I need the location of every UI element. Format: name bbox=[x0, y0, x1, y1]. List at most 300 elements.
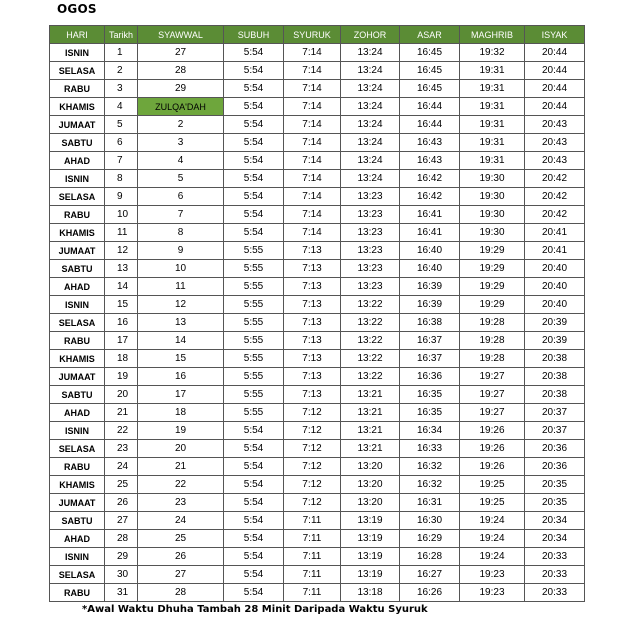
table-row bbox=[50, 494, 585, 512]
table-row bbox=[50, 314, 585, 332]
cell-day: RABU bbox=[50, 584, 105, 602]
table-row bbox=[50, 422, 585, 440]
cell-zohor: 13:23 bbox=[341, 260, 400, 278]
table-row bbox=[50, 404, 585, 422]
table-row bbox=[50, 224, 585, 242]
cell-syuruk: 7:14 bbox=[284, 188, 341, 206]
cell-asar: 16:38 bbox=[400, 314, 460, 332]
cell-date: 21 bbox=[105, 404, 138, 422]
cell-syawwal: 8 bbox=[138, 224, 224, 242]
cell-maghrib: 19:23 bbox=[460, 584, 525, 602]
cell-date: 1 bbox=[105, 44, 138, 62]
cell-day: AHAD bbox=[50, 278, 105, 296]
cell-syuruk: 7:13 bbox=[284, 350, 341, 368]
column-header-subuh: SUBUH bbox=[224, 26, 284, 44]
cell-isyak: 20:33 bbox=[525, 584, 585, 602]
cell-subuh: 5:54 bbox=[224, 206, 284, 224]
cell-date: 8 bbox=[105, 170, 138, 188]
cell-zohor: 13:22 bbox=[341, 368, 400, 386]
cell-maghrib: 19:31 bbox=[460, 134, 525, 152]
cell-maghrib: 19:31 bbox=[460, 62, 525, 80]
cell-asar: 16:37 bbox=[400, 332, 460, 350]
table-row bbox=[50, 260, 585, 278]
table-row bbox=[50, 386, 585, 404]
cell-isyak: 20:37 bbox=[525, 422, 585, 440]
cell-syuruk: 7:13 bbox=[284, 368, 341, 386]
cell-asar: 16:43 bbox=[400, 152, 460, 170]
cell-maghrib: 19:31 bbox=[460, 116, 525, 134]
cell-date: 9 bbox=[105, 188, 138, 206]
table-row bbox=[50, 80, 585, 98]
table-row bbox=[50, 296, 585, 314]
cell-isyak: 20:36 bbox=[525, 440, 585, 458]
cell-isyak: 20:44 bbox=[525, 62, 585, 80]
cell-zohor: 13:21 bbox=[341, 386, 400, 404]
cell-syuruk: 7:14 bbox=[284, 80, 341, 98]
table-row bbox=[50, 368, 585, 386]
cell-subuh: 5:54 bbox=[224, 584, 284, 602]
cell-syuruk: 7:14 bbox=[284, 116, 341, 134]
cell-syawwal: 16 bbox=[138, 368, 224, 386]
cell-isyak: 20:43 bbox=[525, 116, 585, 134]
cell-syuruk: 7:11 bbox=[284, 566, 341, 584]
cell-date: 23 bbox=[105, 440, 138, 458]
cell-syawwal: 24 bbox=[138, 512, 224, 530]
cell-maghrib: 19:30 bbox=[460, 224, 525, 242]
cell-subuh: 5:54 bbox=[224, 98, 284, 116]
cell-syuruk: 7:14 bbox=[284, 134, 341, 152]
cell-zohor: 13:21 bbox=[341, 404, 400, 422]
table-row bbox=[50, 242, 585, 260]
cell-date: 2 bbox=[105, 62, 138, 80]
cell-date: 4 bbox=[105, 98, 138, 116]
cell-maghrib: 19:30 bbox=[460, 188, 525, 206]
cell-syawwal: 6 bbox=[138, 188, 224, 206]
table-row bbox=[50, 530, 585, 548]
cell-day: SELASA bbox=[50, 62, 105, 80]
cell-asar: 16:42 bbox=[400, 188, 460, 206]
cell-day: RABU bbox=[50, 206, 105, 224]
cell-date: 17 bbox=[105, 332, 138, 350]
cell-isyak: 20:38 bbox=[525, 368, 585, 386]
table-header-row bbox=[50, 26, 585, 44]
cell-subuh: 5:54 bbox=[224, 512, 284, 530]
cell-syuruk: 7:13 bbox=[284, 314, 341, 332]
cell-date: 22 bbox=[105, 422, 138, 440]
cell-maghrib: 19:23 bbox=[460, 566, 525, 584]
cell-day: SABTU bbox=[50, 386, 105, 404]
cell-syawwal: 12 bbox=[138, 296, 224, 314]
cell-syawwal: 9 bbox=[138, 242, 224, 260]
cell-zohor: 13:23 bbox=[341, 242, 400, 260]
cell-zohor: 13:24 bbox=[341, 170, 400, 188]
column-header-syawwal: SYAWWAL bbox=[138, 26, 224, 44]
cell-zohor: 13:23 bbox=[341, 224, 400, 242]
cell-syuruk: 7:12 bbox=[284, 422, 341, 440]
cell-asar: 16:37 bbox=[400, 350, 460, 368]
cell-subuh: 5:55 bbox=[224, 314, 284, 332]
cell-isyak: 20:37 bbox=[525, 404, 585, 422]
cell-syuruk: 7:14 bbox=[284, 44, 341, 62]
cell-isyak: 20:33 bbox=[525, 548, 585, 566]
cell-syuruk: 7:13 bbox=[284, 260, 341, 278]
cell-isyak: 20:43 bbox=[525, 134, 585, 152]
cell-syawwal: 19 bbox=[138, 422, 224, 440]
cell-asar: 16:41 bbox=[400, 224, 460, 242]
cell-syawwal: 11 bbox=[138, 278, 224, 296]
cell-date: 15 bbox=[105, 296, 138, 314]
cell-zohor: 13:20 bbox=[341, 476, 400, 494]
cell-date: 14 bbox=[105, 278, 138, 296]
cell-asar: 16:29 bbox=[400, 530, 460, 548]
cell-date: 25 bbox=[105, 476, 138, 494]
cell-syawwal: 17 bbox=[138, 386, 224, 404]
cell-subuh: 5:55 bbox=[224, 332, 284, 350]
cell-asar: 16:44 bbox=[400, 116, 460, 134]
cell-maghrib: 19:24 bbox=[460, 548, 525, 566]
cell-isyak: 20:34 bbox=[525, 512, 585, 530]
cell-day: KHAMIS bbox=[50, 476, 105, 494]
cell-asar: 16:40 bbox=[400, 260, 460, 278]
cell-maghrib: 19:26 bbox=[460, 458, 525, 476]
cell-syuruk: 7:11 bbox=[284, 548, 341, 566]
cell-date: 26 bbox=[105, 494, 138, 512]
cell-day: RABU bbox=[50, 80, 105, 98]
table-row bbox=[50, 584, 585, 602]
cell-maghrib: 19:28 bbox=[460, 350, 525, 368]
cell-zohor: 13:19 bbox=[341, 548, 400, 566]
cell-asar: 16:36 bbox=[400, 368, 460, 386]
cell-zohor: 13:21 bbox=[341, 422, 400, 440]
table-row bbox=[50, 548, 585, 566]
cell-syuruk: 7:13 bbox=[284, 386, 341, 404]
column-header-zohor: ZOHOR bbox=[341, 26, 400, 44]
cell-isyak: 20:41 bbox=[525, 224, 585, 242]
cell-subuh: 5:54 bbox=[224, 494, 284, 512]
cell-syuruk: 7:12 bbox=[284, 494, 341, 512]
cell-syawwal: 18 bbox=[138, 404, 224, 422]
cell-day: SABTU bbox=[50, 134, 105, 152]
table-row bbox=[50, 188, 585, 206]
cell-isyak: 20:35 bbox=[525, 476, 585, 494]
column-header-date: Tarikh bbox=[105, 26, 138, 44]
cell-isyak: 20:40 bbox=[525, 260, 585, 278]
cell-asar: 16:32 bbox=[400, 458, 460, 476]
table-row bbox=[50, 332, 585, 350]
cell-day: KHAMIS bbox=[50, 224, 105, 242]
cell-date: 28 bbox=[105, 530, 138, 548]
table-row bbox=[50, 170, 585, 188]
cell-isyak: 20:44 bbox=[525, 98, 585, 116]
cell-asar: 16:32 bbox=[400, 476, 460, 494]
cell-date: 16 bbox=[105, 314, 138, 332]
table-row bbox=[50, 440, 585, 458]
cell-subuh: 5:55 bbox=[224, 350, 284, 368]
table-row bbox=[50, 98, 585, 116]
cell-day: KHAMIS bbox=[50, 98, 105, 116]
cell-asar: 16:34 bbox=[400, 422, 460, 440]
cell-date: 5 bbox=[105, 116, 138, 134]
cell-date: 24 bbox=[105, 458, 138, 476]
cell-syuruk: 7:13 bbox=[284, 296, 341, 314]
cell-subuh: 5:54 bbox=[224, 476, 284, 494]
cell-maghrib: 19:31 bbox=[460, 98, 525, 116]
table-row bbox=[50, 62, 585, 80]
cell-asar: 16:40 bbox=[400, 242, 460, 260]
cell-isyak: 20:40 bbox=[525, 278, 585, 296]
cell-date: 11 bbox=[105, 224, 138, 242]
cell-syawwal: 21 bbox=[138, 458, 224, 476]
cell-syawwal: 14 bbox=[138, 332, 224, 350]
cell-asar: 16:31 bbox=[400, 494, 460, 512]
cell-subuh: 5:54 bbox=[224, 440, 284, 458]
table-body bbox=[50, 44, 585, 602]
cell-asar: 16:45 bbox=[400, 80, 460, 98]
cell-syuruk: 7:13 bbox=[284, 332, 341, 350]
column-header-asar: ASAR bbox=[400, 26, 460, 44]
cell-syawwal: 7 bbox=[138, 206, 224, 224]
cell-subuh: 5:54 bbox=[224, 188, 284, 206]
cell-zohor: 13:24 bbox=[341, 80, 400, 98]
cell-subuh: 5:54 bbox=[224, 170, 284, 188]
month-change-marker: ZULQA'DAH bbox=[138, 98, 224, 116]
cell-day: ISNIN bbox=[50, 548, 105, 566]
cell-asar: 16:26 bbox=[400, 584, 460, 602]
cell-day: JUMAAT bbox=[50, 494, 105, 512]
column-header-isyak: ISYAK bbox=[525, 26, 585, 44]
prayer-times-table bbox=[49, 25, 585, 602]
cell-day: ISNIN bbox=[50, 170, 105, 188]
cell-asar: 16:43 bbox=[400, 134, 460, 152]
table-row bbox=[50, 116, 585, 134]
cell-asar: 16:27 bbox=[400, 566, 460, 584]
cell-asar: 16:33 bbox=[400, 440, 460, 458]
table-row bbox=[50, 134, 585, 152]
cell-subuh: 5:54 bbox=[224, 530, 284, 548]
cell-maghrib: 19:26 bbox=[460, 422, 525, 440]
cell-maghrib: 19:29 bbox=[460, 260, 525, 278]
cell-day: SELASA bbox=[50, 188, 105, 206]
cell-date: 10 bbox=[105, 206, 138, 224]
cell-day: RABU bbox=[50, 458, 105, 476]
cell-maghrib: 19:31 bbox=[460, 152, 525, 170]
cell-syuruk: 7:14 bbox=[284, 98, 341, 116]
cell-syuruk: 7:14 bbox=[284, 206, 341, 224]
cell-day: KHAMIS bbox=[50, 350, 105, 368]
cell-asar: 16:45 bbox=[400, 62, 460, 80]
cell-date: 20 bbox=[105, 386, 138, 404]
table-row bbox=[50, 458, 585, 476]
cell-subuh: 5:55 bbox=[224, 368, 284, 386]
cell-zohor: 13:19 bbox=[341, 512, 400, 530]
cell-maghrib: 19:24 bbox=[460, 512, 525, 530]
cell-date: 19 bbox=[105, 368, 138, 386]
cell-zohor: 13:23 bbox=[341, 278, 400, 296]
cell-day: SABTU bbox=[50, 512, 105, 530]
cell-maghrib: 19:32 bbox=[460, 44, 525, 62]
cell-subuh: 5:54 bbox=[224, 458, 284, 476]
cell-day: SELASA bbox=[50, 566, 105, 584]
column-header-day: HARI bbox=[50, 26, 105, 44]
cell-syawwal: 22 bbox=[138, 476, 224, 494]
cell-isyak: 20:38 bbox=[525, 350, 585, 368]
cell-isyak: 20:33 bbox=[525, 566, 585, 584]
cell-zohor: 13:22 bbox=[341, 314, 400, 332]
footer-note: *Awal Waktu Dhuha Tambah 28 Minit Daripada Waktu Syuruk bbox=[82, 604, 428, 615]
cell-isyak: 20:35 bbox=[525, 494, 585, 512]
cell-asar: 16:30 bbox=[400, 512, 460, 530]
cell-zohor: 13:20 bbox=[341, 494, 400, 512]
cell-syuruk: 7:14 bbox=[284, 62, 341, 80]
cell-subuh: 5:55 bbox=[224, 296, 284, 314]
cell-day: RABU bbox=[50, 332, 105, 350]
cell-date: 13 bbox=[105, 260, 138, 278]
table-row bbox=[50, 512, 585, 530]
cell-zohor: 13:24 bbox=[341, 62, 400, 80]
cell-zohor: 13:21 bbox=[341, 440, 400, 458]
table-row bbox=[50, 152, 585, 170]
cell-zohor: 13:20 bbox=[341, 458, 400, 476]
cell-day: SELASA bbox=[50, 440, 105, 458]
cell-day: JUMAAT bbox=[50, 116, 105, 134]
cell-subuh: 5:54 bbox=[224, 422, 284, 440]
cell-asar: 16:35 bbox=[400, 404, 460, 422]
cell-zohor: 13:24 bbox=[341, 134, 400, 152]
cell-day: ISNIN bbox=[50, 44, 105, 62]
cell-subuh: 5:54 bbox=[224, 134, 284, 152]
cell-zohor: 13:24 bbox=[341, 116, 400, 134]
cell-syawwal: 20 bbox=[138, 440, 224, 458]
cell-zohor: 13:23 bbox=[341, 206, 400, 224]
column-header-maghrib: MAGHRIB bbox=[460, 26, 525, 44]
cell-subuh: 5:55 bbox=[224, 260, 284, 278]
cell-asar: 16:28 bbox=[400, 548, 460, 566]
cell-day: JUMAAT bbox=[50, 242, 105, 260]
cell-isyak: 20:43 bbox=[525, 152, 585, 170]
cell-isyak: 20:42 bbox=[525, 188, 585, 206]
cell-day: ISNIN bbox=[50, 422, 105, 440]
table-row bbox=[50, 350, 585, 368]
cell-asar: 16:41 bbox=[400, 206, 460, 224]
cell-day: JUMAAT bbox=[50, 368, 105, 386]
cell-subuh: 5:54 bbox=[224, 116, 284, 134]
cell-isyak: 20:44 bbox=[525, 80, 585, 98]
cell-zohor: 13:19 bbox=[341, 530, 400, 548]
cell-syuruk: 7:12 bbox=[284, 476, 341, 494]
cell-asar: 16:35 bbox=[400, 386, 460, 404]
cell-date: 7 bbox=[105, 152, 138, 170]
cell-syuruk: 7:14 bbox=[284, 224, 341, 242]
cell-date: 27 bbox=[105, 512, 138, 530]
cell-syawwal: 13 bbox=[138, 314, 224, 332]
cell-asar: 16:39 bbox=[400, 278, 460, 296]
cell-isyak: 20:38 bbox=[525, 386, 585, 404]
cell-syawwal: 23 bbox=[138, 494, 224, 512]
cell-syuruk: 7:12 bbox=[284, 404, 341, 422]
cell-asar: 16:44 bbox=[400, 98, 460, 116]
cell-maghrib: 19:30 bbox=[460, 170, 525, 188]
cell-zohor: 13:22 bbox=[341, 296, 400, 314]
cell-subuh: 5:54 bbox=[224, 152, 284, 170]
cell-maghrib: 19:28 bbox=[460, 314, 525, 332]
cell-isyak: 20:44 bbox=[525, 44, 585, 62]
cell-syuruk: 7:11 bbox=[284, 584, 341, 602]
cell-day: AHAD bbox=[50, 530, 105, 548]
cell-maghrib: 19:28 bbox=[460, 332, 525, 350]
cell-isyak: 20:42 bbox=[525, 206, 585, 224]
cell-day: AHAD bbox=[50, 152, 105, 170]
cell-date: 30 bbox=[105, 566, 138, 584]
cell-syuruk: 7:13 bbox=[284, 278, 341, 296]
cell-syawwal: 4 bbox=[138, 152, 224, 170]
cell-syuruk: 7:12 bbox=[284, 440, 341, 458]
table-row bbox=[50, 278, 585, 296]
cell-zohor: 13:18 bbox=[341, 584, 400, 602]
cell-date: 12 bbox=[105, 242, 138, 260]
cell-day: ISNIN bbox=[50, 296, 105, 314]
cell-syuruk: 7:14 bbox=[284, 170, 341, 188]
cell-syuruk: 7:11 bbox=[284, 530, 341, 548]
cell-maghrib: 19:27 bbox=[460, 404, 525, 422]
cell-asar: 16:39 bbox=[400, 296, 460, 314]
cell-syawwal: 28 bbox=[138, 62, 224, 80]
cell-syawwal: 28 bbox=[138, 584, 224, 602]
cell-syuruk: 7:13 bbox=[284, 242, 341, 260]
cell-subuh: 5:55 bbox=[224, 242, 284, 260]
cell-subuh: 5:54 bbox=[224, 224, 284, 242]
cell-date: 18 bbox=[105, 350, 138, 368]
cell-day: SABTU bbox=[50, 260, 105, 278]
cell-maghrib: 19:27 bbox=[460, 368, 525, 386]
cell-zohor: 13:19 bbox=[341, 566, 400, 584]
cell-maghrib: 19:31 bbox=[460, 80, 525, 98]
cell-subuh: 5:55 bbox=[224, 404, 284, 422]
table-row bbox=[50, 206, 585, 224]
cell-syawwal: 2 bbox=[138, 116, 224, 134]
cell-maghrib: 19:25 bbox=[460, 494, 525, 512]
cell-syuruk: 7:11 bbox=[284, 512, 341, 530]
cell-isyak: 20:39 bbox=[525, 332, 585, 350]
cell-maghrib: 19:24 bbox=[460, 530, 525, 548]
cell-syuruk: 7:12 bbox=[284, 458, 341, 476]
cell-maghrib: 19:27 bbox=[460, 386, 525, 404]
cell-maghrib: 19:29 bbox=[460, 242, 525, 260]
month-title: OGOS bbox=[57, 2, 97, 16]
cell-subuh: 5:55 bbox=[224, 386, 284, 404]
cell-subuh: 5:54 bbox=[224, 548, 284, 566]
cell-isyak: 20:40 bbox=[525, 296, 585, 314]
cell-subuh: 5:54 bbox=[224, 44, 284, 62]
cell-isyak: 20:39 bbox=[525, 314, 585, 332]
cell-maghrib: 19:26 bbox=[460, 440, 525, 458]
cell-syawwal: 29 bbox=[138, 80, 224, 98]
cell-subuh: 5:54 bbox=[224, 62, 284, 80]
cell-zohor: 13:23 bbox=[341, 188, 400, 206]
cell-isyak: 20:42 bbox=[525, 170, 585, 188]
cell-asar: 16:42 bbox=[400, 170, 460, 188]
cell-subuh: 5:54 bbox=[224, 566, 284, 584]
table-row bbox=[50, 44, 585, 62]
cell-isyak: 20:36 bbox=[525, 458, 585, 476]
cell-zohor: 13:22 bbox=[341, 350, 400, 368]
cell-date: 3 bbox=[105, 80, 138, 98]
cell-syawwal: 27 bbox=[138, 44, 224, 62]
cell-zohor: 13:24 bbox=[341, 44, 400, 62]
cell-syawwal: 15 bbox=[138, 350, 224, 368]
cell-syawwal: 10 bbox=[138, 260, 224, 278]
cell-date: 6 bbox=[105, 134, 138, 152]
column-header-syuruk: SYURUK bbox=[284, 26, 341, 44]
